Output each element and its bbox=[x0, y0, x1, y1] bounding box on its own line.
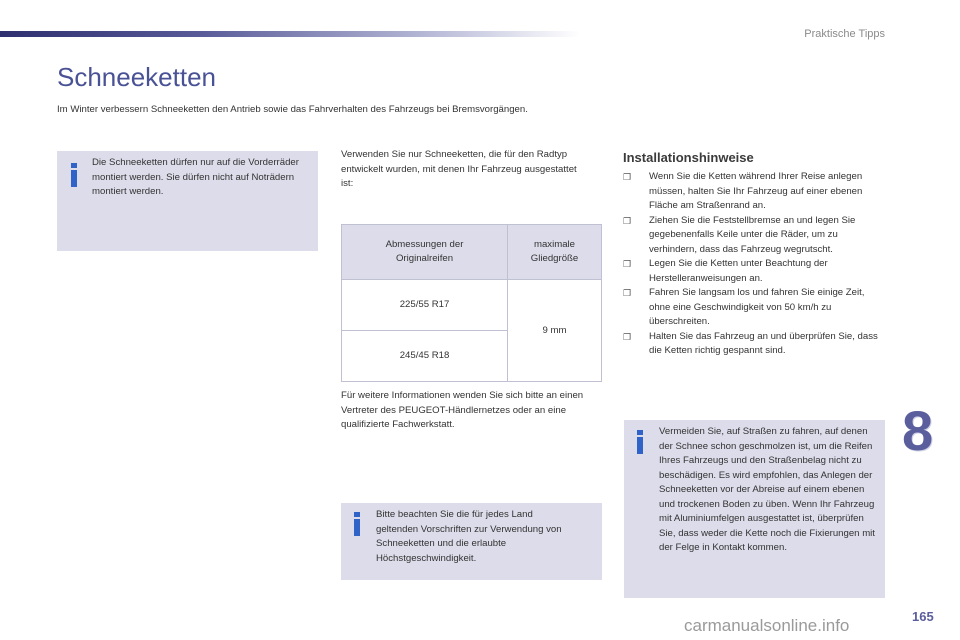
tire-size-table bbox=[341, 224, 602, 382]
info-box-text: Die Schneeketten dürfen nur auf die Vorderräder montiert werden. Sie dürfen nicht auf Noträdern montiert werden. bbox=[92, 157, 299, 197]
checkbox-bullet-icon: ❒ bbox=[623, 172, 632, 182]
list-item: ❒ Ziehen Sie die Feststellbremse an und legen Sie gegebenenfalls Keile unter die Räder, um zu verhindern, dass das Fahrzeug wegrutscht. bbox=[623, 214, 856, 255]
installation-title: Installationshinweise bbox=[623, 150, 754, 165]
table-cell-max-link: 9 mm bbox=[508, 280, 602, 382]
checkbox-bullet-icon: ❒ bbox=[623, 215, 632, 226]
checkbox-bullet-icon: ❒ bbox=[623, 331, 632, 342]
info-box-regulations bbox=[341, 503, 602, 580]
table-header-tire-size: Abmessungen der Originalreifen bbox=[342, 225, 508, 280]
list-item: ❒ Fahren Sie langsam los und fahren Sie einige Zeit, ohne eine Geschwindigkeit von 50 km/h zu überschreiten. bbox=[623, 287, 865, 327]
table-cell-tire-size: 245/45 R18 bbox=[342, 331, 508, 382]
installation-steps bbox=[623, 170, 883, 359]
checkbox-bullet-icon: ❒ bbox=[623, 259, 632, 269]
checkbox-bullet-icon: ❒ bbox=[623, 288, 632, 298]
table-row bbox=[342, 280, 602, 331]
info-icon bbox=[71, 163, 77, 187]
table-cell-tire-size: 225/55 R17 bbox=[342, 280, 508, 331]
page-title: Schneeketten bbox=[57, 62, 217, 92]
info-box-front-wheels bbox=[57, 151, 318, 251]
chapter-number: 8 bbox=[902, 399, 934, 462]
watermark: carmanualsonline.info bbox=[684, 616, 850, 635]
info-box-text: Bitte beachten Sie die für jedes Land geltenden Vorschriften zur Verwendung von Schneeketten und die erlaubte Höchstgeschwindigkeit. bbox=[376, 509, 562, 564]
intro-text: Im Winter verbessern Schneeketten den Antrieb sowie das Fahrverhalten des Fahrzeugs bei Bremsvorgängen. bbox=[57, 104, 528, 115]
section-label: Praktische Tipps bbox=[804, 28, 885, 40]
more-info-paragraph: Für weitere Informationen wenden Sie sich bitte an einen Vertreter des PEUGEOT-Händlernetzes oder an eine qualifizierte Fachwerkstatt. bbox=[341, 390, 584, 430]
info-icon bbox=[354, 512, 360, 536]
info-icon bbox=[637, 430, 643, 454]
chain-type-paragraph: Verwenden Sie nur Schneeketten, die für den Radtyp entwickelt wurden, mit denen Ihr Fahrzeug ausgestattet ist: bbox=[341, 149, 577, 189]
info-box-road-advice bbox=[624, 420, 885, 598]
list-item: ❒ Wenn Sie die Ketten während Ihrer Reise anlegen müssen, halten Sie Ihr Fahrzeug auf einer ebenen Fläche am Straßenrand an. bbox=[623, 171, 863, 211]
list-item: ❒ Legen Sie die Ketten unter Beachtung der Herstelleranweisungen an. bbox=[623, 258, 828, 284]
page-number: 165 bbox=[912, 609, 934, 624]
list-item: ❒ Halten Sie das Fahrzeug an und überprüfen Sie, dass die Ketten richtig gespannt sind. bbox=[623, 330, 878, 356]
info-box-text: Vermeiden Sie, auf Straßen zu fahren, auf denen der Schnee schon geschmolzen ist, um die Reifen Ihres Fahrzeugs und den Straßenbelag nicht zu beschädigen. Es wird empfohlen, das Anlegen der Schneeketten vor der Abreise auf einem ebenen und trockenen Boden zu üben. Wenn Ihr Fahrzeug mit Aluminiumfelgen ausgestattet ist, überprüfen Sie, dass weder die Kette noch die Fixierungen mit der Felge in Kontakt kommen. bbox=[659, 426, 875, 553]
table-header-row bbox=[342, 225, 602, 280]
header-gradient-bar bbox=[0, 31, 580, 37]
table-header-max-link: maximale Gliedgröße bbox=[508, 225, 602, 280]
